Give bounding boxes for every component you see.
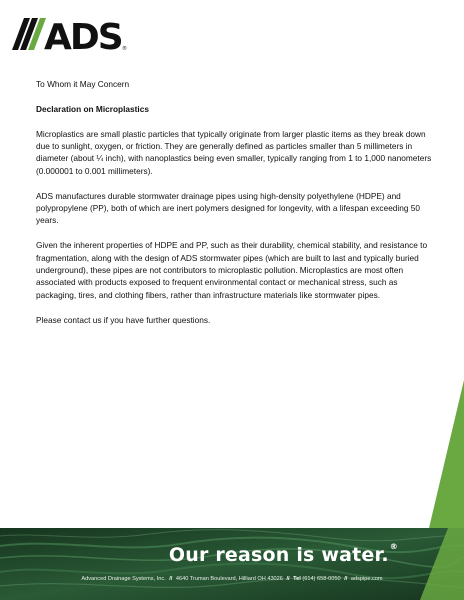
company-name: Advanced Drainage Systems, Inc. [81,576,166,582]
phone-number[interactable]: (614) 658-0050 [302,576,341,582]
website-link[interactable]: adspipe.com [350,576,383,582]
paragraph-3: Given the inherent properties of HDPE and PP, such as their durability, chemical stability, and resistance to fragmentation, along with the design of ADS stormwater pipes (which are built to last and typically buried underground), these pipes are not contributors to microplastic pollution. Microplastics are most often associated with products exposed to frequent environmental contact or mechanical stress, such as packaging, tires, and clothing fibers, rather than infrastructure materials like stormwater pipes. [36,240,428,300]
separator: // [344,576,348,582]
salutation: To Whom it May Concern [36,79,130,89]
logo-wordmark: ADS [44,17,122,54]
tagline-text: Our reason is water. [168,544,389,566]
company-address: 4640 Truman Boulevard, Hilliard OH 43026 [175,576,283,582]
paragraph-2: ADS manufactures durable stormwater drainage pipes using high-density polyethylene (HDPE) and polypropylene (PP), both of which are inert polymers designed for longevity, with a lifespan exceeding 50 years. [36,190,421,226]
svg-text:®: ® [122,46,127,52]
letter-body [36,78,436,338]
tagline [169,544,398,566]
ads-logo [10,14,130,54]
paragraph-1: Microplastics are small plastic particles that typically originate from larger plastic items as they break down due to sunlight, oxygen, or friction. They are generally defined as particles smaller than 5 millimeters in diameter (about ¼ inch), with nanoplastics being even smaller, typically ranging from 1 to 1,000 nanometers (0.000001 to 0.001 millimeters). [36,128,432,176]
ads-logo-graphic [10,14,130,54]
paragraph-4: Please contact us if you have further questions. [36,314,211,325]
separator: // [169,576,173,582]
letter-heading: Declaration on Microplastics [36,103,149,114]
registered-mark: ® [389,542,398,551]
separator: // [286,576,290,582]
footer-banner [0,528,464,600]
footer-contact-line [0,576,464,582]
tel-label: Tel [293,576,301,582]
